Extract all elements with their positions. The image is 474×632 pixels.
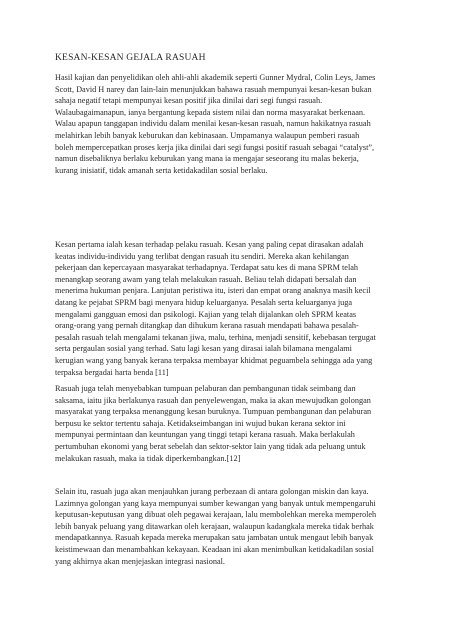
paragraph-line: mempunyai permintaan dan keuntungan yang tinggi tetapi kerana rasuah. Maka berlakulah — [55, 430, 355, 440]
paragraph-line: Selain itu, rasuah juga akan menjauhkan jurang perbezaan di antara golongan miskin dan kaya. — [55, 487, 369, 496]
paragraph-line: kerugian wang yang banyak kerana terpaksa membayar khidmat peguambela sehingga ada yang — [55, 355, 373, 365]
paragraph-line: pekerjaan dan kepercayaan masyarakat terhadapnya. Terdapat satu kes di mana SPRM telah — [55, 263, 359, 273]
paragraph-line: masyarakat yang terpaksa menanggung kesan buruknya. Tumpuan pembangunan dan pelaburan — [55, 407, 372, 417]
paragraph-line: boleh mempercepatkan proses kerja jika dinilai dari segi fungsi positif rasuah sebagai “catalyst”, — [55, 142, 375, 152]
paragraph-line: Lazimnya golongan yang kaya mempunyai sumber kewangan yang banyak untuk mempengaruhi — [55, 498, 376, 508]
paragraph-3 — [55, 383, 427, 464]
paragraph-line: terpaksa bergadai harta benda [11] — [55, 367, 169, 377]
paragraph-line: datang ke pejabat SPRM bagi menyara hidup keluarganya. Pesalah serta keluarganya juga — [55, 297, 353, 307]
paragraph-line: berpusu ke sektor tertentu sahaja. Ketidakseimbangan ini wujud bukan kerana sektor ini — [55, 418, 346, 428]
paragraph-line: mendapatkannya. Rasuah kepada mereka merupakan satu jambatan untuk mengaut lebih banyak — [55, 533, 374, 543]
paragraph-line: orang-orang yang pernah ditangkap dan dihukum kerana rasuah mendapati bahawa pesalah- — [55, 321, 359, 331]
paragraph-line: Walaubagaimanapun, ianya bergantung kepada sistem nilai dan norma masyarakat berkenaan. — [55, 107, 366, 117]
paragraph-line: Hasil kajian dan penyelidikan oleh ahli-ahli akademik seperti Gunner Mydral, Colin Leys, James — [55, 73, 376, 82]
paragraph-line: mengalami gangguan emosi dan psikologi. Kajian yang telah dijalankan oleh SPRM keatas — [55, 309, 357, 319]
paragraph-line: pertumbuhan ekonomi yang berat sebelah dan sektor-sektor lain yang tidak ada peluang untuk — [55, 441, 366, 451]
paragraph-2 — [55, 239, 427, 378]
paragraph-line: keatas individu-individu yang terlibat dengan rasuah itu sendiri. Mereka akan kehilangan — [55, 251, 349, 261]
paragraph-line: menerima hukuman penjara. Lanjutan peristiwa itu, isteri dan empat orang anaknya masih kecil — [55, 286, 371, 296]
paragraph-line: Kesan pertama ialah kesan terhadap pelaku rasuah. Kesan yang paling cepat dirasakan adalah — [55, 240, 364, 249]
paragraph-line: keistimewaan dan menambahkan kekayaan. Keadaan ini akan menimbulkan ketidakadilan sosial — [55, 544, 374, 554]
paragraph-line: serta pergaulan sosial yang terhad. Satu lagi kesan yang dirasai ialah bilamana mengalami — [55, 344, 352, 354]
paragraph-line: melakukan rasuah, maka ia tidak diperkembangkan.[12] — [55, 453, 241, 463]
paragraph-line: yang akhirnya akan menjejaskan integrasi nasional. — [55, 556, 225, 566]
paragraph-line: lebih banyak peluang yang ditawarkan oleh kerajaan, walaupun kadangkala mereka tidak berhak — [55, 521, 374, 531]
paragraph-line: menangkap seorang awam yang telah melakukan rasuah. Beliau telah didapati bersalah dan — [55, 274, 357, 284]
paragraph-line: kurang inisiatif, tidak amanah serta ketidakadilan sosial berlaku. — [55, 165, 268, 175]
paragraph-1 — [55, 72, 427, 176]
paragraph-line: Rasuah juga telah menyebabkan tumpuan pelaburan dan pembangunan tidak seimbang dan — [55, 384, 356, 393]
paragraph-line: Walau apapun tanggapan individu dalam menilai kesan-kesan rasuah, namun hakikatnya rasuah — [55, 119, 371, 129]
paragraph-line: keputusan-keputusan yang dibuat oleh pegawai kerajaan, lalu membolehkan mereka memperoleh — [55, 510, 377, 520]
paragraph-line: saksama, iaitu jika berlakunya rasuah dan penyelewengan, maka ia akan mewujudkan golongan — [55, 395, 371, 405]
paragraph-line: Scott, David H narey dan lain-lain menunjukkan bahawa rasuah mempunyai kesan-kesan bukan — [55, 84, 372, 94]
paragraph-line: sahaja negatif tetapi mempunyai kesan positif jika dinilai dari segi fungsi rasuah. — [55, 96, 323, 106]
document-title: KESAN-KESAN GEJALA RASUAH — [55, 53, 206, 63]
paragraph-4 — [55, 486, 427, 567]
paragraph-line: namun disebaliknya berlaku keburukan yang mana ia mengajar seseorang itu malas bekerja, — [55, 154, 359, 164]
paragraph-line: pesalah rasuah telah mengalami tekanan jiwa, malu, terhina, menjadi sensitif, kebebasan tergugat — [55, 332, 376, 342]
paragraph-line: melahirkan lebih banyak keburukan dan kebinasaan. Umpamanya walaupun pemberi rasuah — [55, 130, 360, 140]
